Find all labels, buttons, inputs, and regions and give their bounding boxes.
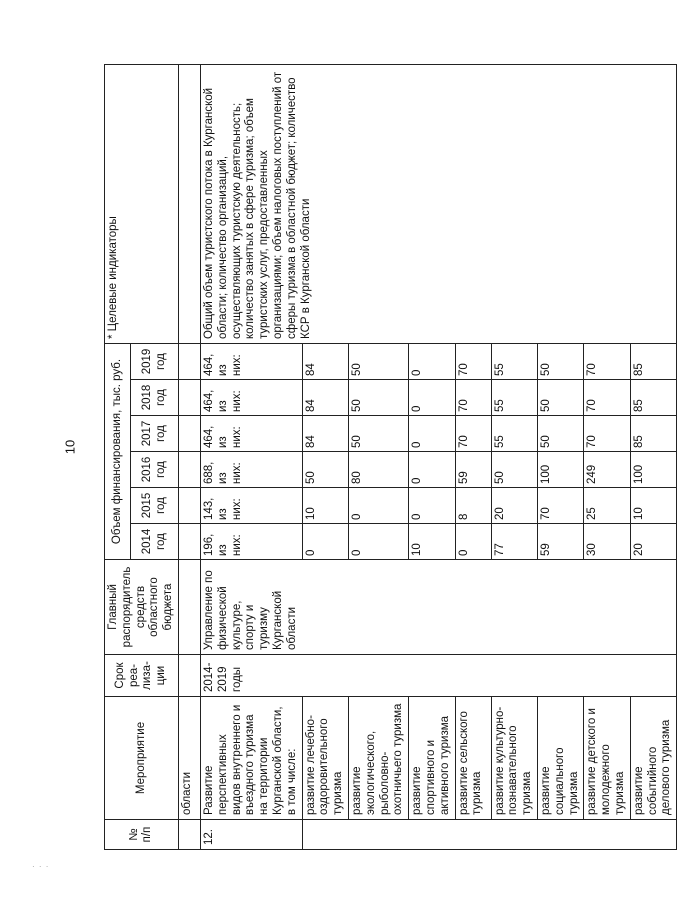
cell-value: 10 [630, 488, 676, 524]
cell-value: 70 [584, 416, 630, 452]
table-row-main [200, 65, 302, 850]
header-year: 2015 год [131, 488, 179, 524]
cell-value: 70 [584, 380, 630, 416]
cell-value: 249 [584, 452, 630, 488]
cell-value: 55 [491, 344, 537, 380]
cell-value: 50 [537, 416, 583, 452]
cell-empty [178, 380, 200, 416]
cell-value: 70 [455, 344, 491, 380]
cell-empty [178, 416, 200, 452]
header-event: Мероприятие [105, 697, 179, 820]
cell-value: 55 [491, 380, 537, 416]
scan-dots: · · · [32, 862, 50, 871]
cell-value: 50 [302, 452, 348, 488]
cell-value: 55 [491, 416, 537, 452]
cell-event: развитие спортивного и активного туризма [409, 697, 455, 820]
cell-empty [178, 488, 200, 524]
cell-value: 0 [409, 452, 455, 488]
cell-term: 2014-2019 годы [200, 655, 676, 697]
cell-value: 50 [537, 380, 583, 416]
header-year: 2016 год [131, 452, 179, 488]
cell-value: 10 [302, 488, 348, 524]
cell-value: 25 [584, 488, 630, 524]
header-term: Срок реа-лиза-ции [105, 655, 179, 697]
cell-empty [178, 655, 200, 697]
cell-empty [178, 344, 200, 380]
cell-event: развитие культурно-познавательного туризма [491, 697, 537, 820]
cell-value: 196, из них: [200, 524, 302, 560]
header-year: 2014 год [131, 524, 179, 560]
cell-value: 70 [584, 344, 630, 380]
header-year: 2018 год [131, 380, 179, 416]
cell-value: 59 [537, 524, 583, 560]
cell-value: 8 [455, 488, 491, 524]
cell-value: 85 [630, 416, 676, 452]
cell-value: 84 [302, 344, 348, 380]
cell-value: 50 [491, 452, 537, 488]
cell-value: 30 [584, 524, 630, 560]
cell-event: Развитие перспективных видов внутреннего и въездного туризма на территории Курганской области, в том числе: [200, 697, 302, 820]
cell-value: 0 [409, 416, 455, 452]
cell-value: 143, из них: [200, 488, 302, 524]
header-manager: Главный распорядитель средств областного бюджета [105, 560, 179, 655]
cell-empty [302, 820, 677, 850]
cell-value: 59 [455, 452, 491, 488]
cell-value: 84 [302, 416, 348, 452]
table-row-prev [178, 65, 200, 850]
cell-value: 70 [537, 488, 583, 524]
cell-value: 0 [302, 524, 348, 560]
rotated-table-wrapper [104, 65, 673, 850]
cell-value: 84 [302, 380, 348, 416]
cell-indicators: Общий объем туристского потока в Курганской области; количество организаций, осуществляющих туристскую деятельность; количество занятых в сфере туризма; объем туристских услуг, предоставленных организациями; объем налоговых поступлений от сферы туризма в областной бюджет; количество КСР в Курганской области [200, 65, 676, 344]
cell-empty [178, 452, 200, 488]
cell-value: 20 [491, 488, 537, 524]
cell-value: 464, из них: [200, 380, 302, 416]
header-funding: Объем финансирования, тыс. руб. [105, 344, 131, 560]
cell-value: 0 [348, 488, 408, 524]
cell-value: 85 [630, 380, 676, 416]
cell-value: 20 [630, 524, 676, 560]
cell-event: развитие сельского туризма [455, 697, 491, 820]
cell-value: 0 [409, 488, 455, 524]
cell-event: развитие экологического, рыболовно-охотничьего туризма [348, 697, 408, 820]
cell-value: 50 [348, 416, 408, 452]
cell-value: 0 [455, 524, 491, 560]
cell-value: 85 [630, 344, 676, 380]
cell-event: развитие социального туризма [537, 697, 583, 820]
cell-value: 80 [348, 452, 408, 488]
cell-number: 12. [200, 820, 302, 850]
cell-value: 70 [455, 416, 491, 452]
cell-value: 464, из них: [200, 344, 302, 380]
cell-value: 50 [537, 344, 583, 380]
cell-value: 688, из них: [200, 452, 302, 488]
cell-value: 77 [491, 524, 537, 560]
cell-value: 0 [348, 524, 408, 560]
funding-table [104, 64, 677, 850]
cell-empty [178, 560, 200, 655]
cell-event: области [178, 697, 200, 820]
cell-empty [178, 524, 200, 560]
cell-manager: Управление по физической культуре, спорту и туризму Курганской области [200, 560, 676, 655]
cell-value: 10 [409, 524, 455, 560]
cell-value: 70 [455, 380, 491, 416]
cell-empty [178, 820, 200, 850]
cell-empty [178, 65, 200, 344]
header-year: 2019 год [131, 344, 179, 380]
cell-value: 50 [348, 380, 408, 416]
header-indicators: * Целевые индикаторы [105, 65, 179, 344]
cell-value: 100 [537, 452, 583, 488]
cell-event: развитие событийного делового туризма [630, 697, 676, 820]
cell-value: 50 [348, 344, 408, 380]
cell-value: 464, из них: [200, 416, 302, 452]
cell-event: развитие детского и молодежного туризма [584, 697, 630, 820]
cell-value: 0 [409, 344, 455, 380]
header-row-1 [105, 65, 131, 850]
page-number: 10 [62, 439, 78, 455]
cell-value: 100 [630, 452, 676, 488]
cell-value: 0 [409, 380, 455, 416]
header-no: № п/п [105, 820, 179, 850]
header-year: 2017 год [131, 416, 179, 452]
cell-event: развитие лечебно-оздоровительного туризма [302, 697, 348, 820]
